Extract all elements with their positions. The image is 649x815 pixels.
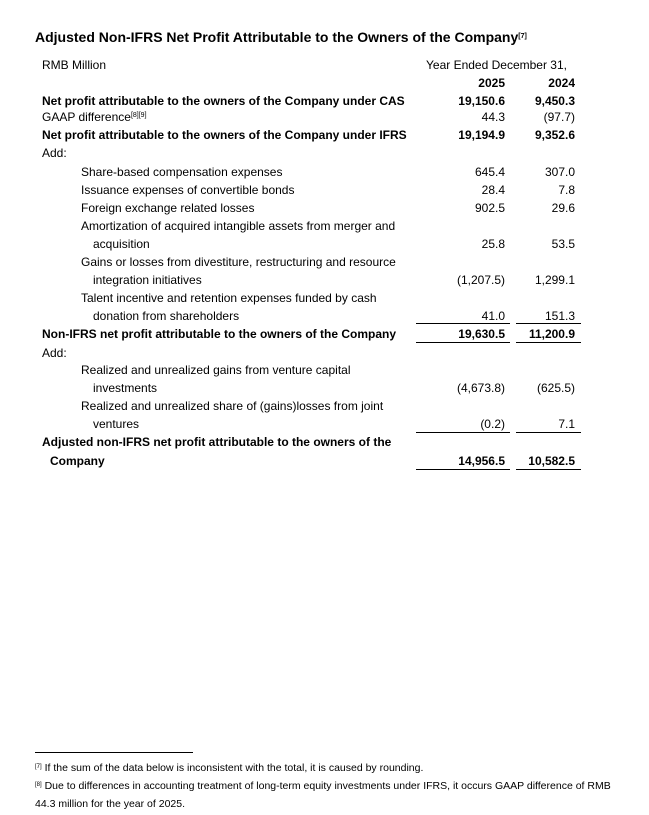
- total-rule: [516, 469, 581, 470]
- table-row: Add:: [42, 146, 67, 160]
- year-2025: 2025: [478, 76, 505, 90]
- table-row: Non-IFRS net profit attributable to the owners of the Company 19,630.5 11,200.9: [42, 327, 575, 341]
- subtotal-rule: [416, 342, 510, 343]
- subtotal-rule: [516, 323, 581, 324]
- table-row-continued: investments (4,673.8) (625.5): [93, 381, 575, 395]
- table-row-continued: ventures (0.2) 7.1: [93, 417, 575, 431]
- total-rule: [416, 469, 510, 470]
- table-row: Issuance expenses of convertible bonds 28.4 7.8: [81, 183, 575, 197]
- year-2024: 2024: [548, 76, 575, 90]
- subtotal-rule: [416, 323, 510, 324]
- table-row: Share-based compensation expenses 645.4 307.0: [81, 165, 575, 179]
- table-row: Adjusted non-IFRS net profit attributable to the owners of the: [42, 435, 392, 449]
- table-row: GAAP difference[8][9] 44.3 (97.7): [42, 110, 575, 124]
- unit-label: RMB Million: [42, 58, 107, 72]
- table-row: Foreign exchange related losses 902.5 29.6: [81, 201, 575, 215]
- footnote-divider: [35, 752, 193, 753]
- subtotal-rule: [416, 432, 510, 433]
- footnote-ref: [8][9]: [130, 112, 147, 119]
- table-title: Adjusted Non-IFRS Net Profit Attributable to the Owners of the Company[7]: [35, 29, 527, 45]
- footnote: [8] Due to differences in accounting treatment of long-term equity investments under IFRS, it occurs GAAP difference of RMB 44.3 million for the year of 2025.: [35, 780, 611, 810]
- table-row: Amortization of acquired intangible assets from merger and: [81, 219, 396, 233]
- table-row: Gains or losses from divestiture, restructuring and resource: [81, 255, 396, 269]
- footnote-ref: [7]: [518, 33, 527, 40]
- table-row: Net profit attributable to the owners of the Company under IFRS 19,194.9 9,352.6: [42, 128, 575, 142]
- table-row-continued: acquisition 25.8 53.5: [93, 237, 575, 251]
- period-header: Year Ended December 31,: [426, 58, 567, 72]
- table-row-continued: donation from shareholders 41.0 151.3: [93, 309, 575, 323]
- years-row: [0, 76, 649, 94]
- subtotal-rule: [516, 342, 581, 343]
- footnote: [7] If the sum of the data below is inconsistent with the total, it is caused by rounding.: [35, 762, 424, 774]
- table-row-continued: Company 14,956.5 10,582.5: [50, 454, 575, 468]
- table-row: Realized and unrealized gains from venture capital: [81, 363, 351, 377]
- table-row-continued: integration initiatives (1,207.5) 1,299.1: [93, 273, 575, 287]
- table-row: Talent incentive and retention expenses funded by cash: [81, 291, 377, 305]
- subtotal-rule: [516, 432, 581, 433]
- table-row: Realized and unrealized share of (gains)losses from joint: [81, 399, 384, 413]
- header-row: [0, 58, 649, 76]
- table-row: Net profit attributable to the owners of the Company under CAS 19,150.6 9,450.3: [42, 94, 575, 108]
- table-row: Add:: [42, 346, 67, 360]
